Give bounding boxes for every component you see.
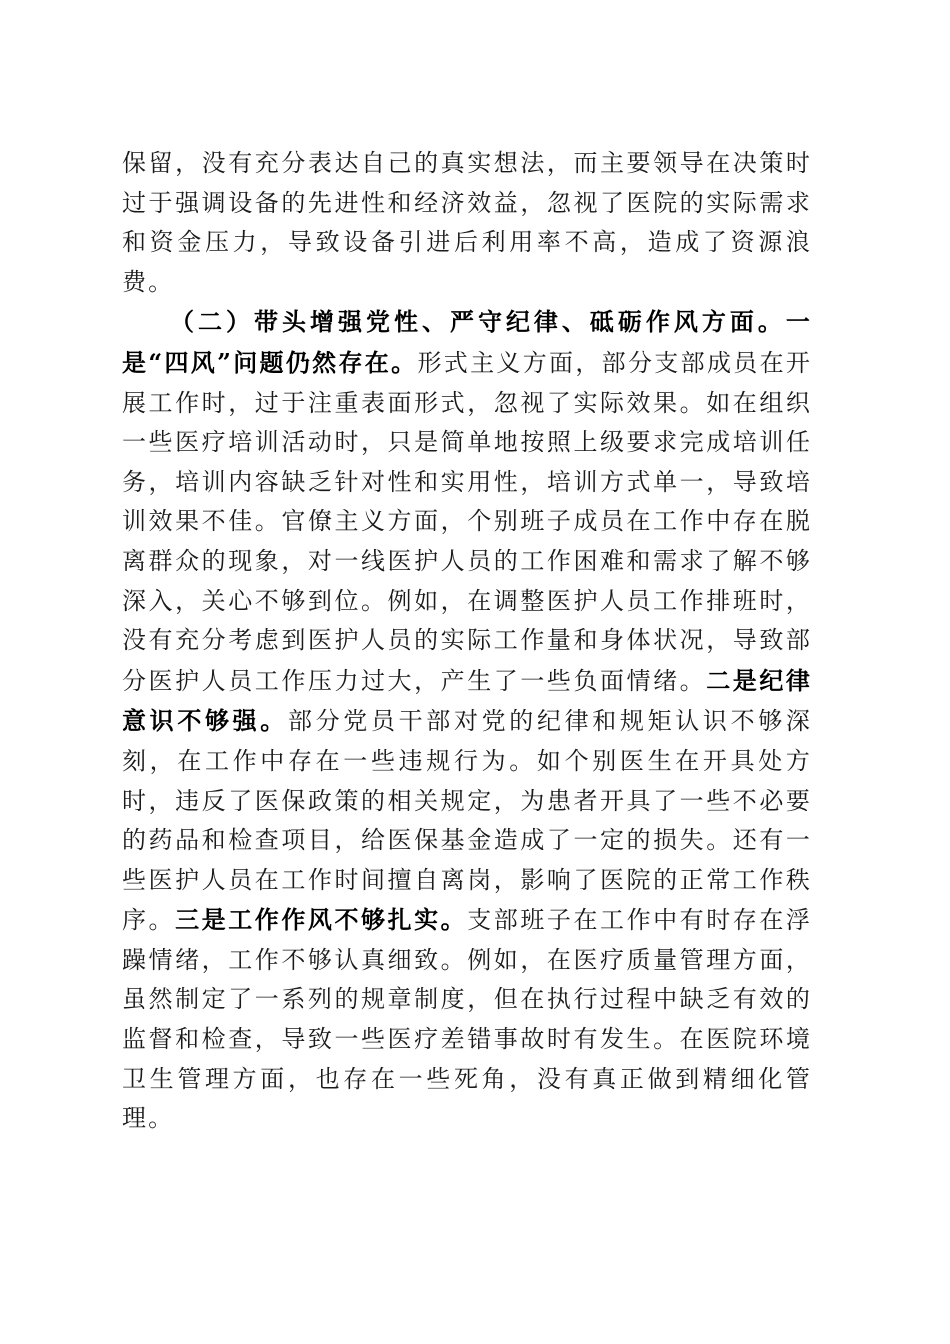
point-three-body: 支部班子在工作中有时存在浮躁情绪，工作不够认真细致。例如，在医疗质量管理方面，虽然制定了一系列的规章制度，但在执行过程中缺乏有效的监督和检查，导致一些医疗差错事故时有发生。在医院环境卫生管理方面，也存在一些死角，没有真正做到精细化管理。 — [122, 906, 812, 1133]
point-one-body: 形式主义方面，部分支部成员在开展工作时，过于注重表面形式，忽视了实际效果。如在组织一些医疗培训活动时，只是简单地按照上级要求完成培训任务，培训内容缺乏针对性和实用性，培训方式单一，导致培训效果不佳。官僚主义方面，个别班子成员在工作中存在脱离群众的现象，对一线医护人员的工作困难和需求了解不够深入，关心不够到位。例如，在调整医护人员工作排班时，没有充分考虑到医护人员的实际工作量和身体状况，导致部分医护人员工作压力过大，产生了一些负面情绪。 — [122, 348, 812, 695]
point-two-body: 部分党员干部对党的纪律和规矩认识不够深刻，在工作中存在一些违规行为。如个别医生在开具处方时，违反了医保政策的相关规定，为患者开具了一些不必要的药品和检查项目，给医保基金造成了一定的损失。还有一些医护人员在工作时间擅自离岗，影响了医院的正常工作秩序。 — [122, 707, 812, 935]
section-heading: （二）带头增强党性、严守纪律、砥砺作风方面。 — [170, 307, 786, 337]
point-two-heading: 二是纪律意识不够强。 — [122, 665, 813, 736]
point-three-heading: 三是工作作风不够扎实。 — [175, 905, 468, 935]
paragraph-section-two — [122, 302, 812, 1138]
paragraph-continuation — [122, 144, 812, 302]
document-page — [122, 144, 812, 1139]
point-one-heading: 一是“四风”问题仍然存在。 — [122, 307, 812, 377]
paragraph-text: 保留，没有充分表达自己的真实想法，而主要领导在决策时过于强调设备的先进性和经济效益，忽视了医院的实际需求和资金压力，导致设备引进后利用率不高，造成了资源浪费。 — [122, 149, 812, 296]
